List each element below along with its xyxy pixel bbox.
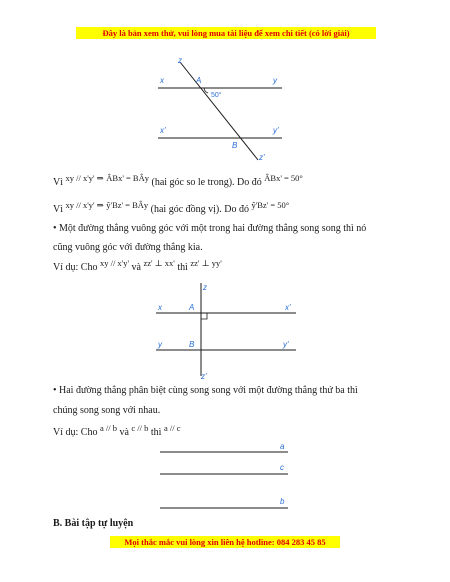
example-result: a // c xyxy=(163,423,181,433)
section-heading: B. Bài tập tự luyện xyxy=(53,518,134,529)
label-a: a xyxy=(280,442,285,451)
label-A: A xyxy=(189,303,195,312)
example-then: thì xyxy=(150,427,162,438)
bullet-perpendicular-line-b: cũng vuông góc với đường thẳng kia. xyxy=(53,242,203,253)
prefix: Vì xyxy=(53,177,63,188)
prefix: Vì xyxy=(53,204,63,215)
angle-equality: ŷ'Bz' = BÂy xyxy=(106,200,149,210)
label-c: c xyxy=(280,463,284,472)
reason: (hai góc so le trong). Do đó xyxy=(151,177,262,188)
label-z: z xyxy=(178,56,182,65)
condition: xy // x'y' ⇒ xyxy=(65,200,104,210)
example-and: và xyxy=(119,427,129,438)
label-y-prime: y' xyxy=(273,126,279,135)
example-and: và xyxy=(131,262,141,273)
label-b: b xyxy=(280,497,285,506)
example-result: zz' ⊥ yy' xyxy=(190,258,222,268)
example-perp: zz' ⊥ xx' xyxy=(143,258,175,268)
bullet-perpendicular-line-a: • Một đường thẳng vuông góc với một trong hai đường thẳng song song thì nó xyxy=(53,223,367,234)
label-y-prime: y' xyxy=(283,340,289,349)
example-condition-1: a // b xyxy=(99,423,117,433)
reason: (hai góc đồng vị). Do đó xyxy=(150,204,249,215)
label-x-prime: x' xyxy=(160,126,166,135)
label-z-prime: z' xyxy=(201,372,207,381)
bullet-parallel-line-b: chúng song song với nhau. xyxy=(53,405,161,416)
label-x: x xyxy=(160,76,164,85)
example-then: thì xyxy=(177,262,188,273)
label-B: B xyxy=(232,141,238,150)
label-B: B xyxy=(189,340,195,349)
label-angle-50: 50° xyxy=(211,92,222,99)
angle-equality: ÂBx' = BÂy xyxy=(106,173,149,183)
example-condition: xy // x'y' xyxy=(99,258,129,268)
example-prefix: Ví dụ: Cho xyxy=(53,262,98,273)
hotline-banner: Mọi thắc mắc vui lòng xin liên hệ hotline: 084 283 45 85 xyxy=(110,536,340,548)
result: ŷ'Bz' = 50° xyxy=(251,200,290,210)
label-z: z xyxy=(203,283,207,292)
label-z-prime: z' xyxy=(259,153,265,162)
bullet-parallel-line-a: • Hai đường thẳng phân biệt cùng song song với một đường thẳng thứ ba thì xyxy=(53,385,358,396)
label-y: y xyxy=(273,76,277,85)
label-y: y xyxy=(158,340,162,349)
label-A: A xyxy=(196,76,202,85)
example-prefix: Ví dụ: Cho xyxy=(53,427,98,438)
label-x-prime: x' xyxy=(285,303,291,312)
condition: xy // x'y' ⇒ xyxy=(65,173,104,183)
result: ÂBx' = 50° xyxy=(264,173,303,183)
example-condition-2: c // b xyxy=(131,423,149,433)
label-x: x xyxy=(158,303,162,312)
preview-notice-banner: Đây là bản xem thử, vui lòng mua tài liệu để xem chi tiết (có lời giải) xyxy=(76,27,376,39)
